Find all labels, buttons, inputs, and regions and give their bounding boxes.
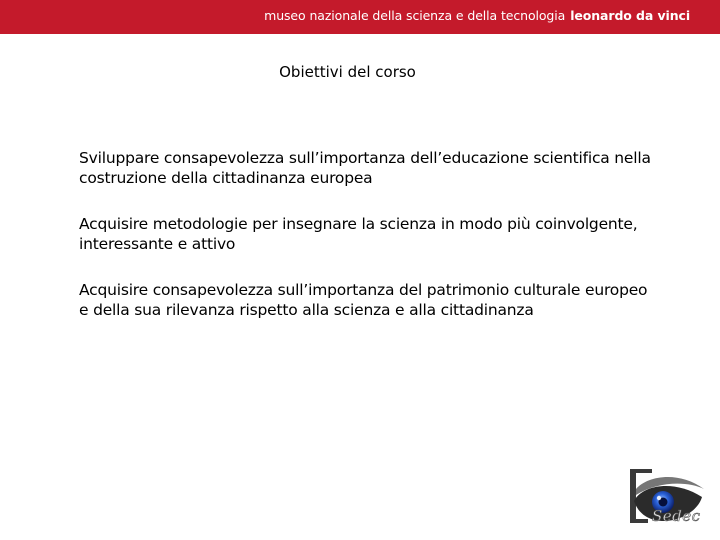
slide-title: Obiettivi del corso [279, 63, 416, 81]
objective-item: Acquisire consapevolezza sull’importanza del patrimonio culturale europeo e della sua rilevanza rispetto alla scienza e alla cittadinanza [79, 281, 648, 319]
header-title [264, 8, 690, 23]
objective-item: Sviluppare consapevolezza sull’importanza dell’educazione scientifica nella costruzione della cittadinanza europea [79, 149, 651, 187]
logo-wordmark: Sedec [652, 507, 701, 525]
objective-item: Acquisire metodologie per insegnare la scienza in modo più coinvolgente, interessante e attivo [79, 215, 638, 253]
brand-name: leonardo da vinci [570, 8, 690, 23]
museum-name: museo nazionale della scienza e della tecnologia [264, 8, 566, 23]
objectives-list [79, 148, 659, 346]
header-bar [0, 0, 720, 34]
